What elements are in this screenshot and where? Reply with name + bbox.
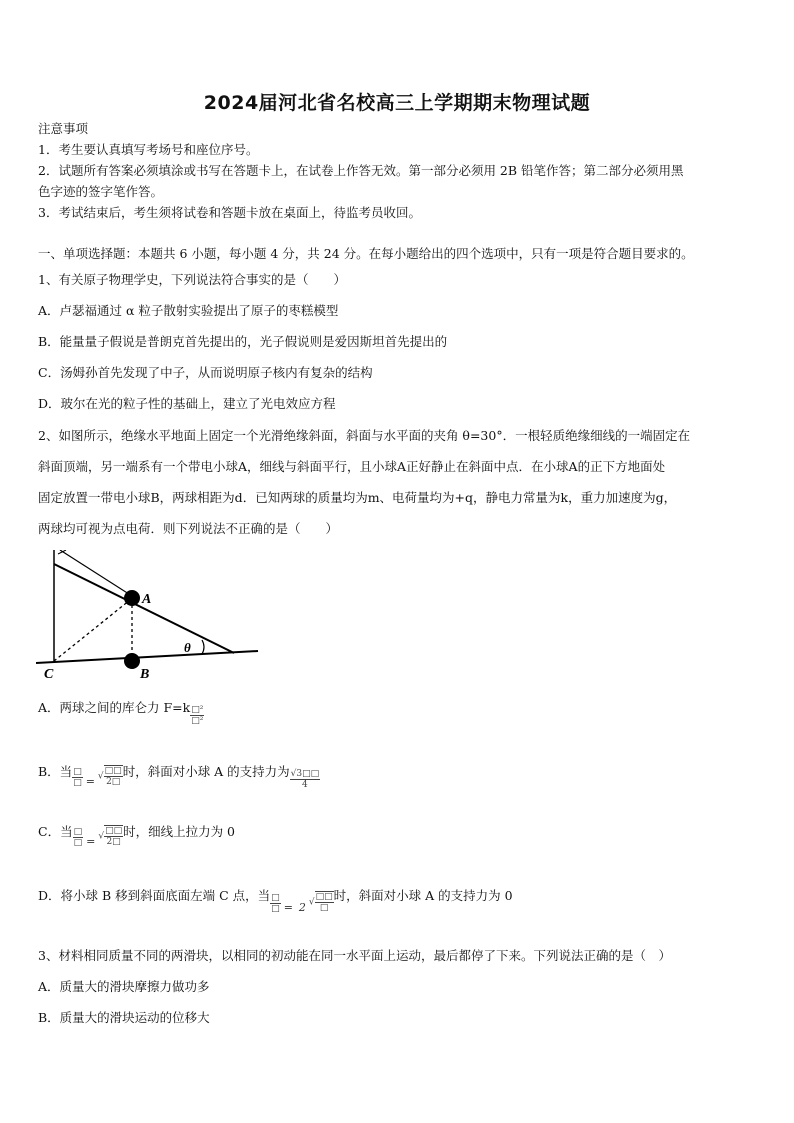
c-condition-lhs: $\frac{□}{□}$ <box>73 827 83 848</box>
label-a: A <box>142 592 152 607</box>
q1-option-b: B．能量量子假说是普朗克首先提出的，光子假说则是爱因斯坦首先提出的 <box>38 334 448 349</box>
angle-arc <box>202 640 204 654</box>
b-equals: = <box>85 775 95 788</box>
notice-heading: 注意事项 <box>38 121 89 136</box>
ball-b <box>124 653 140 669</box>
q2-stem-line-2: 斜面顶端，另一端系有一个带电小球A，细线与斜面平行，且小球A正好静止在斜面中点．在小球A的正下方地面处 <box>38 459 666 474</box>
ground-line <box>36 651 258 663</box>
q2-stem-line-3: 固定放置一带电小球B，两球相距为d．已知两球的质量均为m、电荷量均为+q，静电力常量为k，重力加速度为g， <box>38 490 677 505</box>
q2-option-d-pre: D．将小球 B 移到斜面底面左端 C 点，当 <box>38 888 271 903</box>
d-equals: = <box>283 901 293 914</box>
q1-option-d: D．玻尔在光的粒子性的基础上，建立了光电效应方程 <box>38 396 336 411</box>
q2-option-b-mid: 时，斜面对小球 A 的支持力为 <box>122 764 290 779</box>
q2-stem-line-4: 两球均可视为点电荷．则下列说法不正确的是（ ） <box>38 521 339 536</box>
c-sqrt: √ $\frac{□□}{2□}$ <box>98 826 123 847</box>
notice-item-2a: 2．试题所有答案必须填涂或书写在答题卡上，在试卷上作答无效。第一部分必须用 2B 铅笔作答；第二部分必须用黑 <box>38 163 684 178</box>
q2-option-d-post: 时，斜面对小球 A 的支持力为 0 <box>333 888 513 903</box>
c-equals: = <box>86 835 96 848</box>
q1-stem: 1、有关原子物理学史，下列说法符合事实的是（ ） <box>38 272 346 287</box>
q2-option-c-post: 时，细线上拉力为 0 <box>123 824 236 839</box>
q2-option-c-pre: C．当 <box>38 824 73 839</box>
q2-stem-line-1: 2、如图所示，绝缘水平地面上固定一个光滑绝缘斜面，斜面与水平面的夹角 θ=30°．一根轻质绝缘细线的一端固定在 <box>38 428 691 443</box>
label-b: B <box>140 667 150 682</box>
ball-a <box>124 590 140 606</box>
notice-item-3: 3．考试结束后，考生须将试卷和答题卡放在桌面上，待监考员收回。 <box>38 205 421 220</box>
incline-figure <box>36 550 260 685</box>
d-sqrt: √ $\frac{□□}{□}$ <box>308 892 333 913</box>
q2-option-b <box>38 763 320 791</box>
label-c: C <box>44 667 54 682</box>
section-heading: 一、单项选择题：本题共 6 小题，每小题 4 分，共 24 分。在每小题给出的四个选项中，只有一项是符合题目要求的。 <box>38 246 694 261</box>
page-title: 2024届河北省名校高三上学期期末物理试题 <box>203 92 591 114</box>
d-condition-lhs: $\frac{□}{□}$ <box>271 893 280 914</box>
diagonal-dashed-line <box>54 600 130 661</box>
q1-option-c: C．汤姆孙首先发现了中子，从而说明原子核内有复杂的结构 <box>38 365 373 380</box>
q2-option-b-pre: B．当 <box>38 764 73 779</box>
notice-item-2b: 色字迹的签字笔作答。 <box>38 184 164 199</box>
notice-item-1: 1．考生要认真填写考场号和座位序号。 <box>38 142 259 157</box>
q2-option-c <box>38 823 235 851</box>
b-condition-lhs: $\frac{□}{□}$ <box>73 767 82 788</box>
incline-surface <box>54 564 234 653</box>
q3-stem: 3、材料相同质量不同的两滑块，以相同的初动能在同一水平面上运动，最后都停了下来。下列说法正确的是（ ） <box>38 948 671 963</box>
q2-option-a-fraction: $\frac{\text{□²}}{\text{□²}}$ <box>191 705 204 726</box>
b-result-fraction: $\frac{√3□□}{4}$ <box>290 769 320 790</box>
q2-option-a <box>38 699 204 726</box>
q3-option-b: B．质量大的滑块运动的位移大 <box>38 1010 210 1025</box>
q2-option-d <box>38 887 513 917</box>
label-theta: θ <box>184 640 191 655</box>
q1-option-a: A．卢瑟福通过 α 粒子散射实验提出了原子的枣糕模型 <box>38 303 339 318</box>
q3-option-a: A．质量大的滑块摩擦力做功多 <box>38 979 210 994</box>
b-sqrt: √ $\frac{□□}{2□}$ <box>97 766 122 787</box>
d-coefficient: 2 <box>298 901 306 914</box>
q2-option-a-text: A．两球之间的库仑力 F=k <box>38 700 191 715</box>
